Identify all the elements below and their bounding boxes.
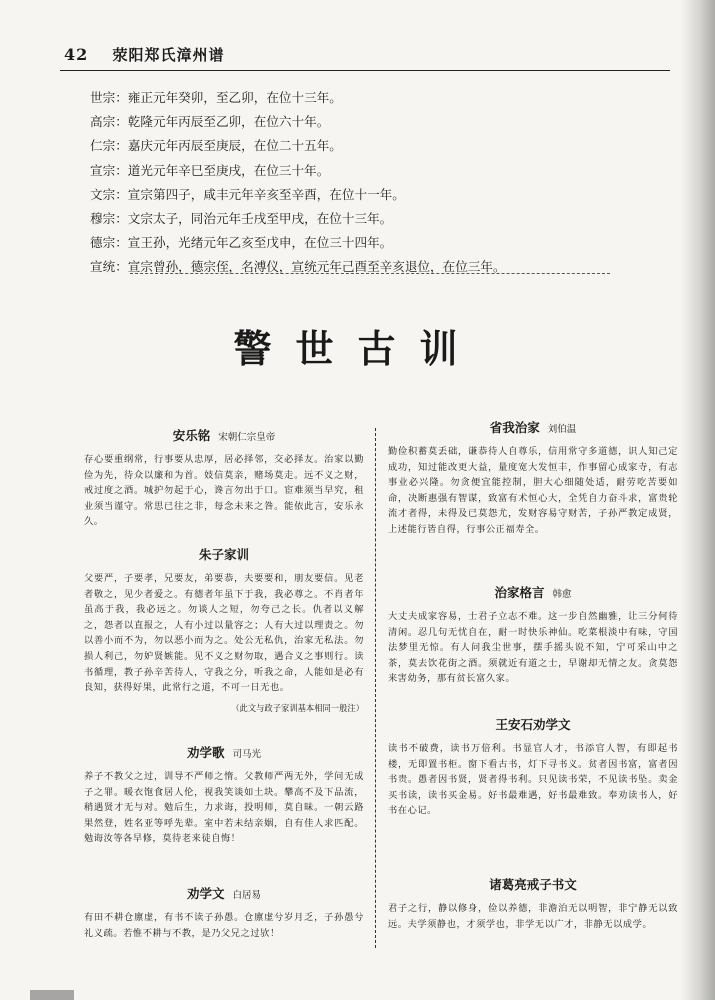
section-heading (388, 875, 678, 893)
section-author: 刘伯温 (547, 424, 577, 435)
section-heading (388, 583, 678, 601)
scan-edge-shadow (681, 0, 715, 1000)
section-zhi-jia-ge-yan (388, 583, 678, 687)
section-title: 诸葛亮戒子书文 (489, 877, 577, 892)
reign-list (90, 86, 680, 280)
section-heading (388, 418, 678, 436)
section-title: 朱子家训 (198, 547, 249, 562)
book-title: 荥阳郑氏漳州谱 (112, 46, 225, 64)
section-zhu-zi-jia-xun (84, 545, 364, 714)
section-title: 王安石劝学文 (495, 717, 571, 732)
page-number: 42 (64, 45, 89, 64)
section-title: 安乐铭 (172, 428, 211, 443)
section-divider (130, 273, 610, 274)
section-wang-an-shi (388, 715, 678, 819)
section-body: 养子不教父之过，训导不严师之惰。父教师严两无外，学问无成子之罪。暖衣饱食居人伦，视我笑谈如土块。攀高不及下品流，稍遇贤才无与对。勉后生，力求诲，投明师，莫自昧。一朝云路果然登，姓名亚等呼先辈。室中若未结亲姻，自有佳人求匹配。勉诲汝等各早修，莫待老来徒自悔！ (84, 771, 364, 845)
section-title: 治家格言 (494, 585, 545, 600)
section-quan-xue-ge (84, 743, 364, 847)
reign-line: 宣宗：道光元年辛巳至庚戌，在位三十年。 (90, 162, 330, 178)
section-body: 有田不耕仓廪虚，有书不读子孙愚。仓廪虚兮岁月乏，子孙愚兮礼义疏。若惟不耕与不教，是乃父兄之过欤！ (84, 912, 364, 939)
header-rule (60, 70, 670, 71)
section-heading (84, 545, 364, 563)
section-quan-xue-wen (84, 884, 364, 941)
section-zhu-ge-liang (388, 875, 678, 932)
section-body: 勤俭积蓄莫丢础，谦恭待人自尊乐，信用常守多道德，识人知己定成功，知过能改更大益，量度宽大发恒丰，作事留心成家寺，有志事业必兴隆。勿贪便宜能控制，胆大心细随处适，耐劳吃苦要如命，决断惠强有智谋，致富有术恒心大，全凭自力奋斗求，富贵轮流才者得，未得及已莫怨尤，发财容易守财苦，子孙严教定成贤，上述能行皆自得，行事公正福寿全。 (388, 446, 678, 535)
section-title: 劝学文 (186, 886, 225, 901)
section-author: 宋朝仁宗皇帝 (218, 432, 276, 443)
section-title: 省我治家 (489, 420, 540, 435)
section-body: 读书不破费，读书万倍利。书显官人才，书添官人智，有即起书楼，无即置书柜。窗下看古书，灯下寻书义。贫者因书富，富者因书贵。愚者因书贤，贤者得书利。只见读书荣，不见读书坠。卖金买书读，读书买金易。好书最难遇，好书最难致。奉劝读书人，好书在心记。 (388, 743, 678, 817)
section-note: （此文与政子家训基本相同一般注） (231, 702, 364, 713)
reign-line: 世宗：雍正元年癸卯，至乙卯，在位十三年。 (90, 90, 342, 105)
column-divider (375, 428, 376, 948)
reign-line: 穆宗：文宗太子，同治元年壬戌至甲戌，在位十三年。 (90, 211, 393, 227)
reign-line: 仁宗：嘉庆元年丙辰至庚辰，在位二十五年。 (90, 138, 342, 154)
main-title: 警世古训 (233, 326, 482, 371)
reign-line: 高宗：乾隆元年丙辰至乙卯，在位六十年。 (90, 114, 330, 130)
reign-line: 德宗：宣王孙，光绪元年乙亥至戊申，在位三十四年。 (90, 235, 393, 251)
page-header (64, 44, 664, 68)
section-title: 劝学歌 (186, 745, 225, 760)
section-sheng-wo-zhi-jia (388, 418, 678, 538)
section-body: 君子之行，静以修身，俭以养德，非澹泊无以明智，非宁静无以致远。夫学须静也，才须学也，非学无以广才，非静无以成学。 (388, 903, 678, 930)
section-author: 司马光 (232, 749, 262, 760)
section-an-le-ming (84, 426, 364, 530)
section-body: 存心要重纲常，行事要从忠厚，居必择邻，交必择友。治家以勤俭为先，待众以廉和为首。妓信莫亲，赌场莫走。远不义之财，戒过度之酒。城护勿起于心，谗言勿出于口。宦难须当早究，租业须当谨守。常思已往之非，每念未来之咎。能依此言，安乐永久。 (84, 454, 364, 528)
reign-line: 文宗：宣宗第四子，咸丰元年辛亥至辛酉，在位十一年。 (90, 186, 405, 202)
scan-corner-mark (30, 990, 74, 1000)
section-heading (388, 715, 678, 733)
section-heading (84, 743, 364, 761)
section-heading (84, 884, 364, 902)
section-author: 韩愈 (552, 589, 572, 600)
section-author: 白居易 (232, 890, 262, 901)
section-body: 大丈夫成家容易，士君子立志不难。这一步自然幽雅，让三分何待清闲。忍几句无忧自在，耐一时快乐神仙。吃菜根淡中有味，守国法梦里无惊。有人问我尘世事，摆手摇头说不知，宁可采山中之茶，莫去饮花街之酒。须就近有道之士，早谢却无情之友。贪莫怨来害幼务，那有贫长富久家。 (388, 611, 678, 685)
section-heading (84, 426, 364, 444)
section-body: 父要严，子要孝，兄要友，弟要恭，夫要要和，朋友要信。见老者敬之，见少者爱之。有德者年虽下于我，我必尊之。不肖者年虽高于我，我必远之。勿谈人之短，勿夸己之长。仇者以义解之，怨者以直报之，人有小过以量容之；人有大过以理责之。勿以善小而不为，勿以恶小而为之。处公无私仇，治家无私法。勿损人利己，勿妒贤嫉能。见不义之财勿取，遇合义之事则行。读书循理，教子孙辛苦待人，守我之分，听我之命，人能如是必有良知，获得好果，此常行之道，不可一日无也。 (84, 573, 364, 694)
reign-line: 宣统：宣宗曾孙，德宗侄，名溥仪，宣统元年己酉至辛亥退位，在位三年。 (90, 259, 506, 275)
